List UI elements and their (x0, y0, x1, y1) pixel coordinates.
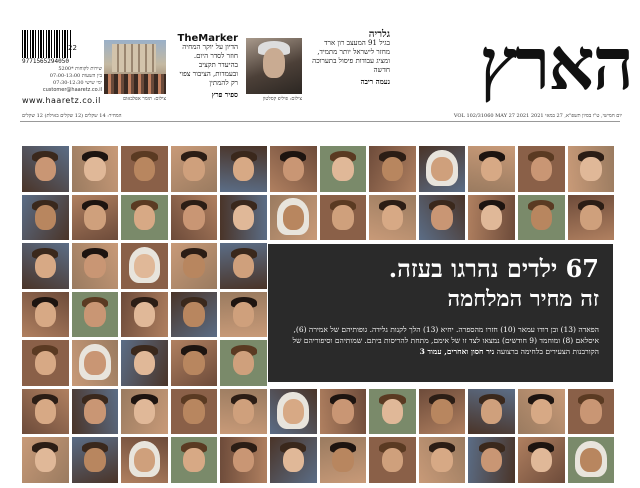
face-shape (84, 448, 105, 473)
child-portrait (320, 195, 367, 241)
child-portrait (22, 340, 69, 386)
child-portrait (220, 146, 267, 192)
child-portrait (171, 437, 218, 483)
portrait-face (263, 48, 285, 78)
face-shape (431, 157, 452, 182)
face-shape (35, 399, 56, 424)
face-shape (183, 399, 204, 424)
marker-teaser-title: TheMarker (177, 33, 238, 44)
child-portrait (22, 437, 69, 483)
child-portrait (72, 243, 119, 289)
headline-credit: ניר חסון ואחרים, עמוד 3 (419, 347, 495, 356)
building-image (112, 44, 156, 72)
gallery-teaser-photo[interactable] (246, 38, 302, 94)
marker-teaser-author: ספיר פרץ (211, 90, 238, 99)
child-portrait (568, 146, 615, 192)
face-shape (332, 157, 353, 182)
child-portrait (369, 437, 416, 483)
child-portrait (171, 340, 218, 386)
face-shape (283, 205, 304, 230)
child-portrait (369, 389, 416, 435)
headline-line-1: 67 ילדים נהרגו בעזה. (388, 254, 599, 283)
face-shape (531, 205, 552, 230)
child-portrait (171, 243, 218, 289)
child-portrait (568, 195, 615, 241)
face-shape (183, 448, 204, 473)
child-portrait (121, 389, 168, 435)
face-shape (382, 448, 403, 473)
child-portrait (121, 195, 168, 241)
face-shape (233, 254, 254, 279)
face-shape (580, 205, 601, 230)
gallery-teaser-title: גלריה (368, 29, 390, 40)
child-portrait (419, 146, 466, 192)
child-portrait (72, 292, 119, 338)
face-shape (283, 157, 304, 182)
child-portrait (72, 389, 119, 435)
child-portrait (121, 243, 168, 289)
face-shape (580, 448, 601, 473)
child-portrait (369, 146, 416, 192)
child-portrait (468, 389, 515, 435)
face-shape (35, 448, 56, 473)
child-portrait (121, 340, 168, 386)
dateline: יום חמישי, ט"ו בסיון תשפ"א, 27 במאי 2021 VOL 102/31060 MAY 27 2021 (453, 113, 622, 119)
child-portrait (22, 195, 69, 241)
face-shape (382, 205, 403, 230)
face-shape (431, 399, 452, 424)
child-portrait (171, 389, 218, 435)
child-portrait (72, 340, 119, 386)
face-shape (134, 205, 155, 230)
face-shape (134, 448, 155, 473)
child-portrait (220, 437, 267, 483)
gallery-teaser[interactable] (310, 30, 390, 110)
face-shape (580, 399, 601, 424)
gallery-photo-caption: צילום: פיליפ קסלטון (262, 96, 302, 102)
face-shape (431, 448, 452, 473)
child-portrait (220, 340, 267, 386)
face-shape (283, 399, 304, 424)
barcode-icon (22, 30, 72, 58)
face-shape (35, 351, 56, 376)
child-portrait (518, 437, 565, 483)
face-shape (84, 157, 105, 182)
face-shape (84, 399, 105, 424)
face-shape (35, 205, 56, 230)
child-portrait (468, 437, 515, 483)
face-shape (84, 205, 105, 230)
face-shape (84, 302, 105, 327)
child-portrait (468, 195, 515, 241)
child-portrait (419, 389, 466, 435)
face-shape (134, 254, 155, 279)
marker-teaser-photo[interactable] (104, 40, 166, 94)
child-portrait (568, 437, 615, 483)
masthead (0, 0, 640, 128)
face-shape (233, 302, 254, 327)
face-shape (134, 351, 155, 376)
headline-body (281, 324, 599, 357)
gallery-teaser-text: בגיל 91 המעצב רון ארד מחזר לישראל יותר מתמיד, ומציג עבודות פיסול בתערוכה חדשה (312, 39, 390, 74)
face-shape (580, 157, 601, 182)
face-shape (183, 254, 204, 279)
newspaper-logo: הארץ (479, 21, 632, 106)
customer-service (22, 66, 102, 94)
gallery-teaser-author: נעמה ריבה (360, 77, 390, 86)
child-portrait (220, 292, 267, 338)
face-shape (35, 302, 56, 327)
face-shape (332, 399, 353, 424)
face-shape (382, 157, 403, 182)
face-shape (531, 157, 552, 182)
child-portrait (72, 146, 119, 192)
face-shape (332, 448, 353, 473)
headline-line-2: זה מחיר המלחמה (447, 286, 599, 312)
face-shape (481, 448, 502, 473)
child-portrait (121, 292, 168, 338)
face-shape (531, 448, 552, 473)
face-shape (481, 399, 502, 424)
barcode-number: 9771565294050 (22, 58, 69, 65)
face-shape (283, 448, 304, 473)
headline-body-text: הפאדה (13) ובן דודו עמאר (10) חזרו מהספרה. יחיא (13) הלך לקנות גלידה. גופותיהם של אמירה (6), איסלאם (8) ומוחמד (9 חודשים) נמצאו לצד זו של אימם, מתחת להריסות ביתם. שמותיהם וסיפוריהם של הקורבנות הצעירים בלחימה ברצועה (292, 325, 599, 356)
service-email[interactable]: customer@haaretz.co.il (42, 87, 102, 93)
crowd-image (104, 74, 166, 94)
face-shape (233, 399, 254, 424)
child-portrait (369, 195, 416, 241)
face-shape (134, 302, 155, 327)
child-portrait (22, 243, 69, 289)
child-portrait (72, 437, 119, 483)
face-shape (481, 157, 502, 182)
child-portrait (419, 437, 466, 483)
face-shape (481, 205, 502, 230)
face-shape (134, 399, 155, 424)
child-portrait (121, 146, 168, 192)
website-link[interactable]: www.haaretz.co.il (22, 96, 101, 105)
child-portrait (419, 195, 466, 241)
face-shape (332, 205, 353, 230)
headline-box[interactable] (268, 244, 613, 382)
face-shape (35, 157, 56, 182)
child-portrait (121, 437, 168, 483)
child-portrait (22, 146, 69, 192)
price-line: המחיר: 14 שקלים (12 שקלים באילת) 12 שקלים (22, 113, 122, 119)
child-portrait (270, 389, 317, 435)
child-portrait (568, 389, 615, 435)
marker-teaser[interactable] (172, 34, 238, 114)
child-portrait (171, 292, 218, 338)
child-portrait (270, 437, 317, 483)
marker-teaser-text: הדיון על יוקר המחיה חוזר לסדר היום. בהיעדר תקציב ובעמדות, הציבור צפוי רק להמתין (179, 43, 238, 87)
face-shape (531, 399, 552, 424)
face-shape (233, 205, 254, 230)
face-shape (233, 157, 254, 182)
child-portrait (171, 146, 218, 192)
child-portrait (320, 437, 367, 483)
service-hours-1: בין השעות 07:00-13:00 (49, 73, 102, 79)
service-hours-2: ימי שישי 07:30-12:30 (53, 80, 102, 86)
child-portrait (270, 146, 317, 192)
child-portrait (22, 292, 69, 338)
face-shape (84, 351, 105, 376)
face-shape (35, 254, 56, 279)
child-portrait (518, 146, 565, 192)
child-portrait (518, 195, 565, 241)
child-portrait (72, 195, 119, 241)
face-shape (84, 254, 105, 279)
child-portrait (320, 389, 367, 435)
face-shape (233, 351, 254, 376)
child-portrait (171, 195, 218, 241)
masthead-divider (20, 121, 620, 122)
child-portrait (518, 389, 565, 435)
service-phone: שירות לקוחות *5200 (58, 66, 102, 72)
marker-photo-caption: צילום: תומר אפלבאום (122, 96, 166, 102)
child-portrait (22, 389, 69, 435)
face-shape (134, 157, 155, 182)
issue-number: 22 (68, 44, 77, 52)
face-shape (233, 448, 254, 473)
face-shape (382, 399, 403, 424)
face-shape (183, 302, 204, 327)
child-portrait (468, 146, 515, 192)
face-shape (183, 157, 204, 182)
child-portrait (220, 243, 267, 289)
child-portrait (220, 389, 267, 435)
child-portrait (270, 195, 317, 241)
face-shape (183, 351, 204, 376)
child-portrait (320, 146, 367, 192)
face-shape (431, 205, 452, 230)
face-shape (183, 205, 204, 230)
child-portrait (220, 195, 267, 241)
